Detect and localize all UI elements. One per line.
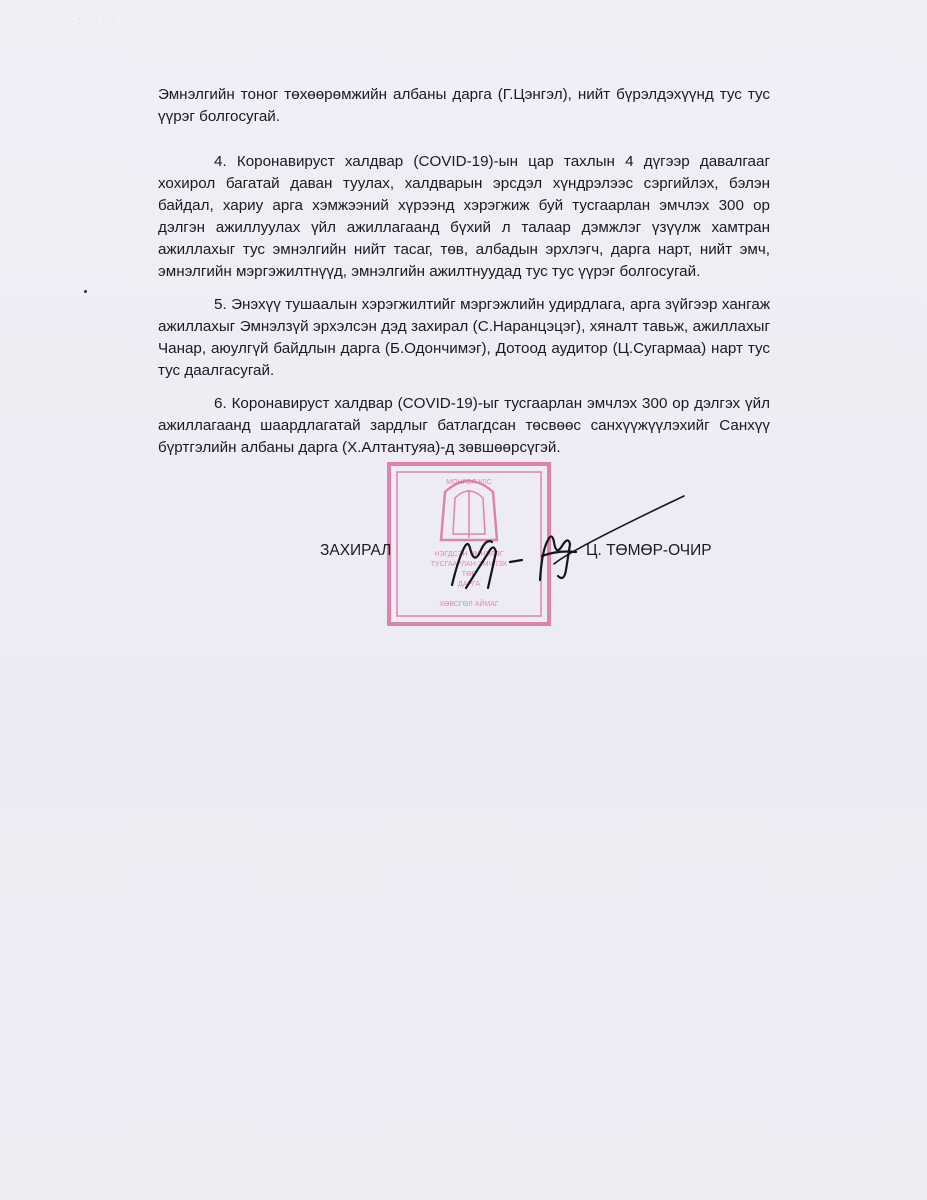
stamp-line-4: ДАРГА bbox=[457, 581, 481, 588]
signatory-title: ЗАХИРАЛ bbox=[320, 542, 392, 559]
stamp-line-2: ТУСГААРЛАН ЭМЧЛЭХ bbox=[430, 561, 508, 568]
paragraph-continuation: Эмнэлгийн тоног төхөөрөмжийн албаны дарга (Г.Цэнгэл), нийт бүрэлдэхүүнд тус тус үүрэг болгосугай. bbox=[158, 86, 770, 125]
stamp-top-text: МОНГОЛ УЛС bbox=[446, 479, 492, 486]
paragraph-4: 4. Коронавируст халдвар (COVID-19)-ын цар тахлын 4 дүгээр давалгааг хохирол багатай даван туулах, халдварын эрсдэл хүндрэлээс сэргийлэх, бэлэн байдал, хариу арга хэмжээний хүрээнд хэрэгжиж буй тусгаарлан эмчлэх 300 ор дэлгэн ажиллуулах үйл ажиллагаанд бүхий л талаар дэмжлэг үзүүлж хамтран ажиллахыг тус эмнэлгийн нийт тасаг, төв, албадын эрхлэгч, дарга нарт, нийт эмч, эмнэлгийн мэргэжилтнүүд, эмнэлгийн ажилтнуудад тус тус үүрэг болгосугай. bbox=[158, 153, 770, 280]
paragraph-6: 6. Коронавируст халдвар (COVID-19)-ыг тусгаарлан эмчлэх 300 ор дэлгэх үйл ажиллагаанд шаардлагатай зардлыг батлагдсан төсвөөс санхүүжүүлэхийг Санхүү бүртгэлийн албаны дарга (Х.Алтантуяа)-д зөвшөөрсүгэй. bbox=[158, 395, 770, 456]
paragraph-5: 5. Энэхүү тушаалын хэрэгжилтийг мэргэжлийн удирдлага, арга зүйгээр хангаж ажиллахыг Эмнэлзүй эрхэлсэн дэд захирал (С.Наранцэцэг), хяналт тавьж, ажиллахыг Чанар, аюулгүй байдлын дарга (Б.Одончимэг), Дотоод аудитор (Ц.Сугармаа) нарт тус тус даалгасугай. bbox=[158, 296, 770, 379]
stamp-line-3: ТӨВ bbox=[461, 571, 477, 578]
scan-artifact: · · · · bbox=[78, 14, 138, 23]
margin-dot bbox=[84, 290, 87, 293]
stamp-line-1: НЭГДСЭН ЭМНЭЛЭГ bbox=[434, 551, 504, 558]
stamp-line-5: ХӨВСГӨЛ АЙМАГ bbox=[439, 601, 499, 608]
signatory-name: Ц. ТӨМӨР-ОЧИР bbox=[586, 542, 712, 559]
